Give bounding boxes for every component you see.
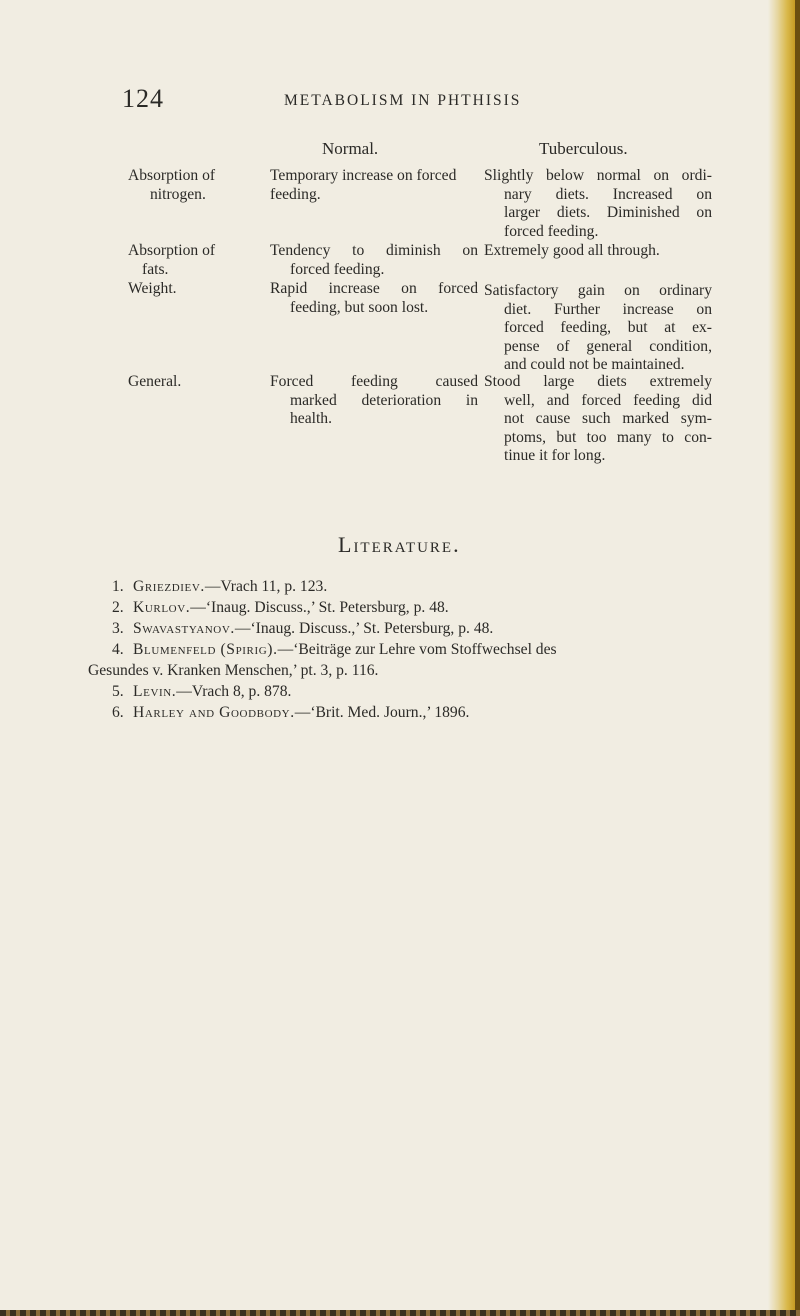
row-label: Weight. <box>128 280 177 297</box>
normal-cell: Tendency to diminish on forced feeding. <box>270 242 478 278</box>
normal-cell: Temporary increase on forced feeding. <box>270 167 457 203</box>
bottom-edge <box>0 1310 800 1316</box>
normal-cell: Forced feeding caused marked deterioration in health. <box>270 373 478 428</box>
list-item: 5. Levin.—Vrach 8, p. 878. <box>112 683 292 700</box>
list-item: 4. Blumenfeld (Spirig).—‘Beiträge zur Lehre vom Stoffwechsel des Gesundes v. Kranken Menschen,’ pt. 3, p. 116. <box>88 641 557 679</box>
row-label: Absorption of fats. <box>128 242 216 278</box>
list-item: 2. Kurlov.—‘Inaug. Discuss.,’ St. Petersburg, p. 48. <box>112 599 449 616</box>
tuberculous-cell: Satisfactory gain on ordinary diet. Further increase on forced feeding, but at ex- pense of general condition, and could not be maintained. <box>484 282 712 374</box>
tuberculous-cell: Extremely good all through. <box>484 242 660 259</box>
row-label: General. <box>128 373 182 390</box>
column-header-tuberculous: Tuberculous. <box>539 139 628 158</box>
normal-cell: Rapid increase on forced feeding, but soon lost. <box>270 280 478 316</box>
page-number: 124 <box>122 84 164 113</box>
list-item: 6. Harley and Goodbody.—‘Brit. Med. Journ.,’ 1896. <box>112 704 470 721</box>
list-item: 3. Swavastyanov.—‘Inaug. Discuss.,’ St. Petersburg, p. 48. <box>112 620 494 637</box>
reference-list <box>88 576 732 723</box>
literature-heading: Literature. <box>338 532 461 557</box>
tuberculous-cell: Stood large diets extremely well, and forced feeding did not cause such marked sym- ptoms, but too many to con- tinue it for long. <box>484 373 712 465</box>
column-header-normal: Normal. <box>322 139 379 158</box>
tuberculous-cell: Slightly below normal on ordi- nary diets. Increased on larger diets. Diminished on forced feeding. <box>484 167 712 240</box>
running-head: METABOLISM IN PHTHISIS <box>284 92 522 109</box>
row-label: Absorption of nitrogen. <box>128 167 216 203</box>
book-spine-edge <box>795 0 800 1316</box>
list-item: 1. Griezdiev.—Vrach 11, p. 123. <box>112 578 328 595</box>
